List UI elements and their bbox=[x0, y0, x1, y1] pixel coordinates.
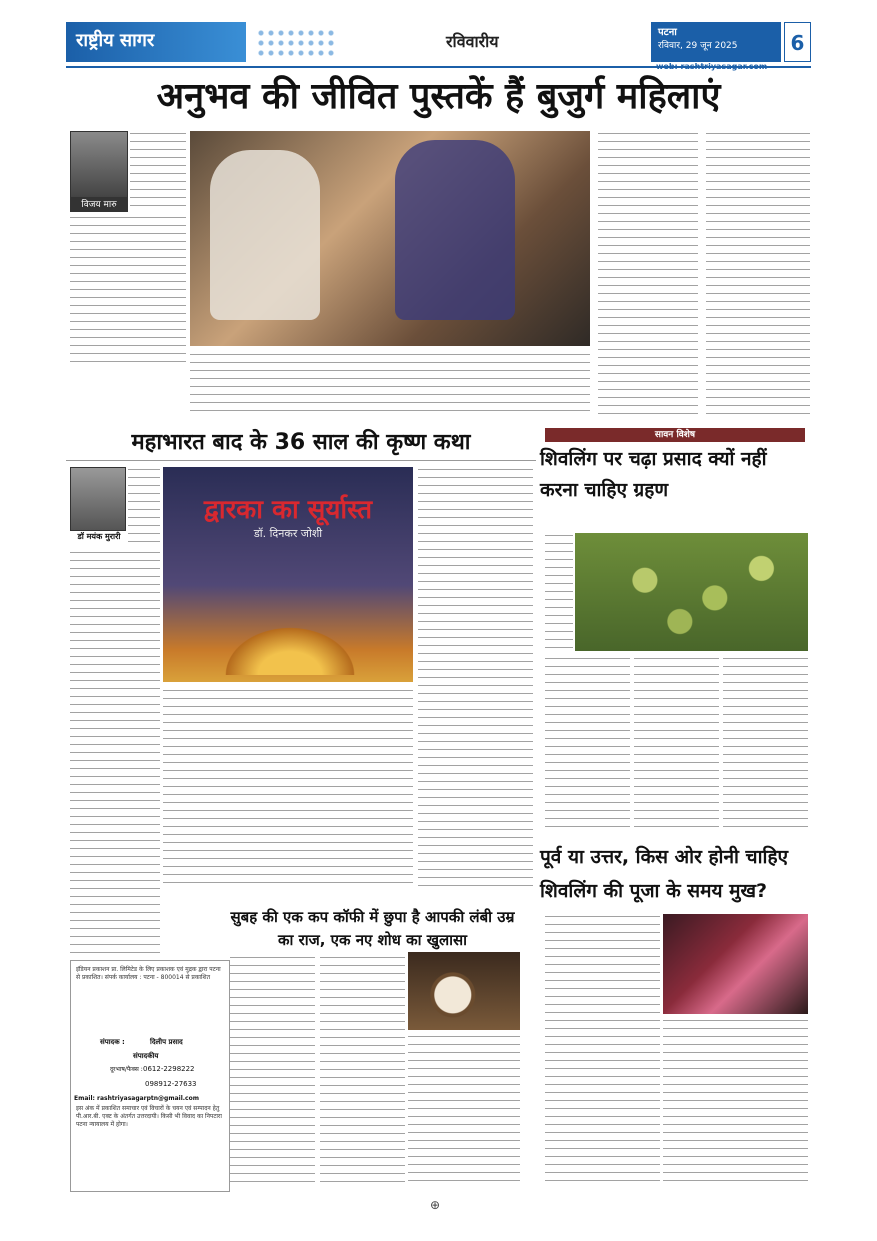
story3-column-text bbox=[634, 656, 719, 831]
story3-column-text bbox=[545, 656, 630, 831]
imprint-box bbox=[70, 960, 230, 1192]
story1-column-text bbox=[598, 131, 698, 418]
lead-headline: अनुभव की जीवित पुस्तकें हैं बुजुर्ग महिलाएं bbox=[156, 76, 721, 117]
woman-figure bbox=[395, 140, 515, 320]
story2-column-text bbox=[163, 688, 413, 888]
story5-column-text bbox=[320, 955, 405, 1185]
story3-column-text bbox=[723, 656, 808, 831]
email-link[interactable]: Email: rashtriyasagarptn@gmail.com bbox=[74, 1095, 199, 1102]
editor-name: दिलीप प्रसाद bbox=[150, 1038, 183, 1046]
section-tag: सावन विशेष bbox=[545, 428, 805, 442]
story4-column-text bbox=[663, 1018, 808, 1184]
registration-mark-icon: ⊕ bbox=[430, 1198, 441, 1212]
story1-column-text bbox=[70, 215, 186, 365]
masthead-decoration bbox=[256, 28, 336, 56]
section-rule bbox=[66, 460, 536, 461]
story5-column-text bbox=[230, 955, 315, 1185]
phone-label: दूरभाष/फैक्स : bbox=[110, 1066, 143, 1073]
story5-column-text bbox=[408, 1034, 520, 1184]
imprint-publisher-text: इंडियन प्रकाशन प्रा. लिमिटेड के लिए प्रकाशक एवं मुद्रक द्वारा पटना से प्रकाशित। संपर्क कार्यालय : पटना - 800014 से प्रकाशित bbox=[76, 966, 221, 981]
shivling-worship-photo bbox=[663, 914, 808, 1014]
editor-label: संपादक : bbox=[100, 1038, 125, 1046]
elderly-woman-figure bbox=[210, 150, 320, 320]
temple-domes-graphic bbox=[215, 620, 365, 675]
imprint-notes: इस अंक में प्रकाशित समाचार एवं विचारों के चयन एवं सम्पादन हेतु पी.आर.बी. एक्ट के अंतर्गत उत्तरदायी। किसी भी विवाद का निपटारा पटना न्यायालय में होगा। bbox=[76, 1105, 222, 1128]
story2-column-text bbox=[418, 467, 533, 887]
story2-headline: महाभारत बाद के 36 साल की कृष्ण कथा bbox=[131, 430, 471, 455]
story4-headline: पूर्व या उत्तर, किस ओर होनी चाहिए शिवलिंग की पूजा के समय मुख? bbox=[540, 846, 789, 902]
book-title: द्वारका का सूर्यास्त bbox=[203, 495, 373, 525]
story3-headline: शिवलिंग पर चढ़ा प्रसाद क्यों नहीं करना चाहिए ग्रहण bbox=[540, 448, 767, 501]
author-photo bbox=[70, 131, 128, 198]
section-title: रविवारीय bbox=[446, 32, 499, 51]
story2-column-text bbox=[128, 467, 160, 547]
author-name: डॉ मयंक मुरारी bbox=[77, 532, 121, 541]
story1-column-text bbox=[130, 131, 186, 211]
top-rule bbox=[66, 66, 811, 68]
masthead bbox=[66, 22, 811, 62]
story3-column-text bbox=[545, 533, 573, 653]
story1-column-text bbox=[706, 131, 810, 418]
city-label: पटना bbox=[658, 27, 677, 38]
date-label: रविवार, 29 जून 2025 bbox=[658, 41, 738, 51]
editorial-label: संपादकीय bbox=[133, 1052, 159, 1060]
story1-column-text bbox=[190, 352, 590, 418]
brand-name: राष्ट्रीय सागर bbox=[76, 30, 155, 51]
story4-column-text bbox=[545, 914, 660, 1184]
author-photo bbox=[70, 467, 126, 531]
phone-number-alt: 098912-27633 bbox=[145, 1080, 197, 1088]
book-author: डॉ. दिनकर जोशी bbox=[253, 527, 323, 540]
author-name: विजय मारु bbox=[70, 198, 128, 212]
phone-number: 0612-2298222 bbox=[143, 1065, 195, 1073]
story2-column-text bbox=[70, 550, 160, 955]
page-number: 6 bbox=[784, 22, 811, 62]
story5-headline: सुबह की एक कप कॉफी में छुपा है आपकी लंबी उम्र का राज, एक नए शोध का खुलासा bbox=[230, 908, 515, 949]
bael-fruits-photo bbox=[575, 533, 808, 651]
coffee-cup-photo bbox=[408, 952, 520, 1030]
